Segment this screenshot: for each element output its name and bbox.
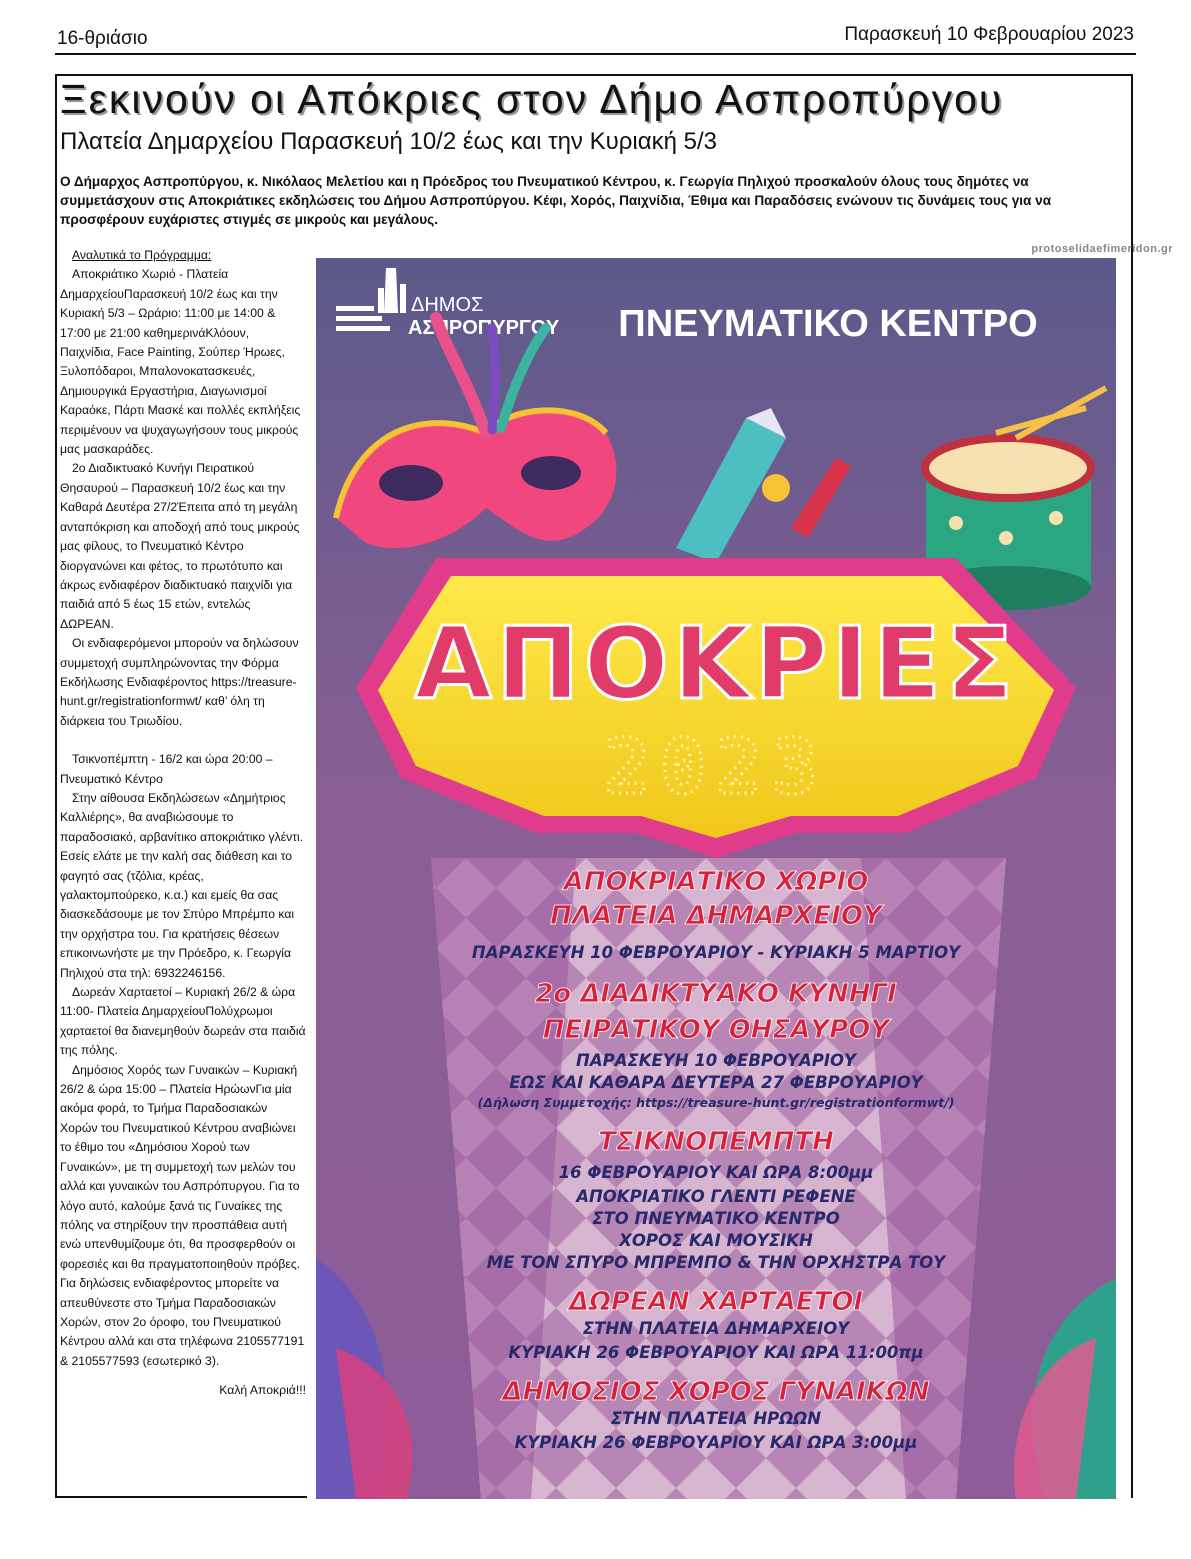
header-rule: [55, 53, 1136, 55]
issue-date: Παρασκευή 10 Φεβρουαρίου 2023: [844, 24, 1134, 45]
poster-line: ΔΩΡΕΑΝ ΧΑΡΤΑΕΤΟΙ: [568, 1287, 864, 1317]
page-number-label: 16-θριάσιο: [57, 28, 148, 49]
poster-line: ΠΛΑΤΕΙΑ ΔΗΜΑΡΧΕΙΟΥ: [550, 901, 882, 931]
poster-line: 2ο ΔΙΑΔΙΚΤΥΑΚΟ ΚΥΝΗΓΙ: [535, 979, 897, 1009]
poster-line: ΣΤΟ ΠΝΕΥΜΑΤΙΚΟ ΚΕΝΤΡΟ: [592, 1209, 840, 1228]
poster-title: ΑΠΟΚΡΙΕΣ: [414, 605, 1018, 722]
poster-line: ΑΠΟΚΡΙΑΤΙΚΟ ΓΛΕΝΤΙ ΡΕΦΕΝΕ: [576, 1187, 856, 1206]
poster-line: ΤΣΙΚΝΟΠΕΜΠΤΗ: [598, 1127, 834, 1157]
poster-line: ΣΤΗΝ ΠΛΑΤΕΙΑ ΔΗΜΑΡΧΕΙΟΥ: [582, 1319, 850, 1338]
poster-line: ΠΑΡΑΣΚΕΥΗ 10 ΦΕΒΡΟΥΑΡΙΟΥ - ΚΥΡΙΑΚΗ 5 ΜΑΡΤΙΟΥ: [471, 943, 961, 962]
body-paragraph: Δημόσιος Χορός των Γυναικών – Κυριακή 26/2 & ώρα 15:00 – Πλατεία ΗρώωνΓια μία ακόμα φορά, το Τμήμα Παραδοσιακών Χορών του Πνευματικού Κέντρου αναβιώνει το έθιμο του «Δημόσιου Χορού των Γυναικών», με τη συμμετοχή των μελών του αλλά και γυναικών του Ασπρόπυργου. Για το λόγο αυτό, καλούμε ξανά τις Γυναίκες της πόλης να στηρίξουν την προσπάθεια αυτή ενώ υπενθυμίζουμε ότι, θα προσφερθούν οι φορεσιές και θα πραγματοποιηθούν πρόβες. Για δηλώσεις ενδιαφέροντος μπορείτε να απευθύνεστε στο Τμήμα Παραδοσιακών Χορών, στον 2ο όροφο, του Πνευματικού Κέντρου αλλά και στα τηλέφωνα 2105577191 & 2105577593 (εσωτερικό 3).: [60, 1062, 305, 1368]
poster-line: ΣΤΗΝ ΠΛΑΤΕΙΑ ΗΡΩΩΝ: [610, 1409, 822, 1428]
poster-line: ΚΥΡΙΑΚΗ 26 ΦΕΒΡΟΥΑΡΙΟΥ ΚΑΙ ΩΡΑ 11:00πμ: [508, 1343, 924, 1362]
article-subheadline: Πλατεία Δημαρχείου Παρασκευή 10/2 έως και την Κυριακή 5/3: [60, 128, 717, 155]
article-lead: Ο Δήμαρχος Ασπροπύργου, κ. Νικόλαος Μελετίου και η Πρόεδρος του Πνευματικού Κέντρου, κ. Γεωργία Πηλιχού προσκαλούν όλους τους δημότες να συμμετάσχουν στις Αποκριάτικες εκδηλώσεις του Δήμου Ασπροπύργου. Κέφι, Χορός, Παιχνίδια, Έθιμα και Παραδόσεις ενώνουν τις δυνάμεις τους για να προσφέρουν ευχάριστες στιγμές σε μικρούς και μεγάλους.: [60, 174, 1052, 227]
poster-line: ΑΠΟΚΡΙΑΤΙΚΟ ΧΩΡΙΟ: [563, 867, 869, 897]
poster-line: ΕΩΣ ΚΑΙ ΚΑΘΑΡΑ ΔΕΥΤΕΡΑ 27 ΦΕΒΡΟΥΑΡΙΟΥ: [509, 1073, 923, 1092]
body-paragraph: Δωρεάν Χαρταετοί – Κυριακή 26/2 & ώρα 11:00- Πλατεία ΔημαρχείουΠολύχρωμοι χαρταετοί θα διανεμηθούν δωρεάν στα παιδιά της πόλης.: [60, 985, 306, 1058]
body-paragraph: Αποκριάτικο Χωριό - Πλατεία ΔημαρχείουΠαρασκευή 10/2 έως και την Κυριακή 5/3 – Ωράριο: 11:00 με 14:00 & 17:00 με 21:00 καθημερινάΚλόουν, Παιχνίδια, Face Painting, Σούπερ Ήρωες, Ξυλοπόδαροι, Μπαλονοκατασκευές, Δημιουργικά Εργαστήρια, Διαγωνισμοί Καραόκε, Πάρτι Μασκέ και πολλές εκπλήξεις περιμένουν να ψυχαγωγήσουν τους μικρούς μας μασκαράδες.: [60, 267, 301, 457]
poster-line: ΠΕΙΡΑΤΙΚΟΥ ΘΗΣΑΥΡΟΥ: [542, 1015, 890, 1045]
article-frame-bottom: [55, 1496, 307, 1498]
poster-year: 2023: [604, 722, 828, 811]
body-paragraph: Στην αίθουσα Εκδηλώσεων «Δημήτριος Καλλιέρης», θα αναβιώσουμε το παραδοσιακό, αρβανίτικο αποκριάτικο γλέντι. Εσείς ελάτε με την καλή σας διάθεση και το φαγητό σας (τζόλια, κρέας, γαλακτομπούρεκο, κ.α.) και εμείς θα σας διασκεδάσουμε με τον Σπύρο Μπρέμπο και την ορχήστρα του. Για κρατήσεις θέσεων επικοινωνήστε με την Πρόεδρο, κ. Γεωργία Πηλιχού στα τηλ: 6932246156.: [60, 790, 304, 980]
article-body: [60, 246, 306, 1401]
body-paragraph: 2ο Διαδικτυακό Κυνήγι Πειρατικού Θησαυρού – Παρασκευή 10/2 έως και την Καθαρά Δευτέρα 27/2Έπειτα από τη μεγάλη ανταπόκριση και αποδοχή από τους μικρούς μας φίλους, το Πνευματικό Κέντρο διοργανώνει και φέτος, το πρωτότυπο και άκρως ενδιαφέρον διαδικτυακό παιχνίδι για παιδιά από 5 έως 15 ετών, εντελώς ΔΩΡΕΑΝ.: [60, 461, 300, 631]
poster-line: 16 ΦΕΒΡΟΥΑΡΙΟΥ ΚΑΙ ΩΡΑ 8:00μμ: [558, 1163, 874, 1182]
body-paragraph: Τσικνοπέμπτη - 16/2 και ώρα 20:00 – Πνευματικό Κέντρο: [60, 752, 273, 786]
poster-line: ΧΟΡΟΣ ΚΑΙ ΜΟΥΣΙΚΗ: [619, 1231, 813, 1250]
program-heading: Αναλυτικά το Πρόγραμμα:: [72, 248, 212, 262]
poster-line: ΠΑΡΑΣΚΕΥΗ 10 ΦΕΒΡΟΥΑΡΙΟΥ: [576, 1051, 856, 1070]
article-headline: Ξεκινούν οι Απόκριες στον Δήμο Ασπροπύργου: [60, 76, 1004, 122]
closing-line: Καλή Αποκριά!!!: [219, 1383, 306, 1398]
source-watermark: protoselidaefimeridon.gr: [1031, 243, 1173, 255]
poster-line: ΜΕ ΤΟΝ ΣΠΥΡΟ ΜΠΡΕΜΠΟ & ΤΗΝ ΟΡΧΗΣΤΡΑ ΤΟΥ: [486, 1253, 946, 1272]
logo-line2: ΑΣΠΡΟΠΥΡΓΟΥ: [408, 317, 560, 339]
poster-line: ΚΥΡΙΑΚΗ 26 ΦΕΒΡΟΥΑΡΙΟΥ ΚΑΙ ΩΡΑ 3:00μμ: [514, 1433, 918, 1452]
organizer-name: ΠΝΕΥΜΑΤΙΚΟ ΚΕΝΤΡΟ: [618, 303, 1038, 345]
logo-line1: ΔΗΜΟΣ: [411, 294, 484, 316]
body-paragraph: Οι ενδιαφερόμενοι μπορούν να δηλώσουν συμμετοχή συμπληρώνοντας την Φόρμα Εκδήλωσης Ενδιαφέροντος https://treasure-hunt.gr/registrationformwt/ καθ’ όλη τη διάρκεια του Τριωδίου.: [60, 636, 299, 728]
carnival-poster: [316, 258, 1116, 1499]
poster-line: (Δήλωση Συμμετοχής: https://treasure-hunt.gr/registrationformwt/): [477, 1095, 955, 1110]
poster-line: ΔΗΜΟΣΙΟΣ ΧΟΡΟΣ ΓΥΝΑΙΚΩΝ: [502, 1377, 930, 1407]
